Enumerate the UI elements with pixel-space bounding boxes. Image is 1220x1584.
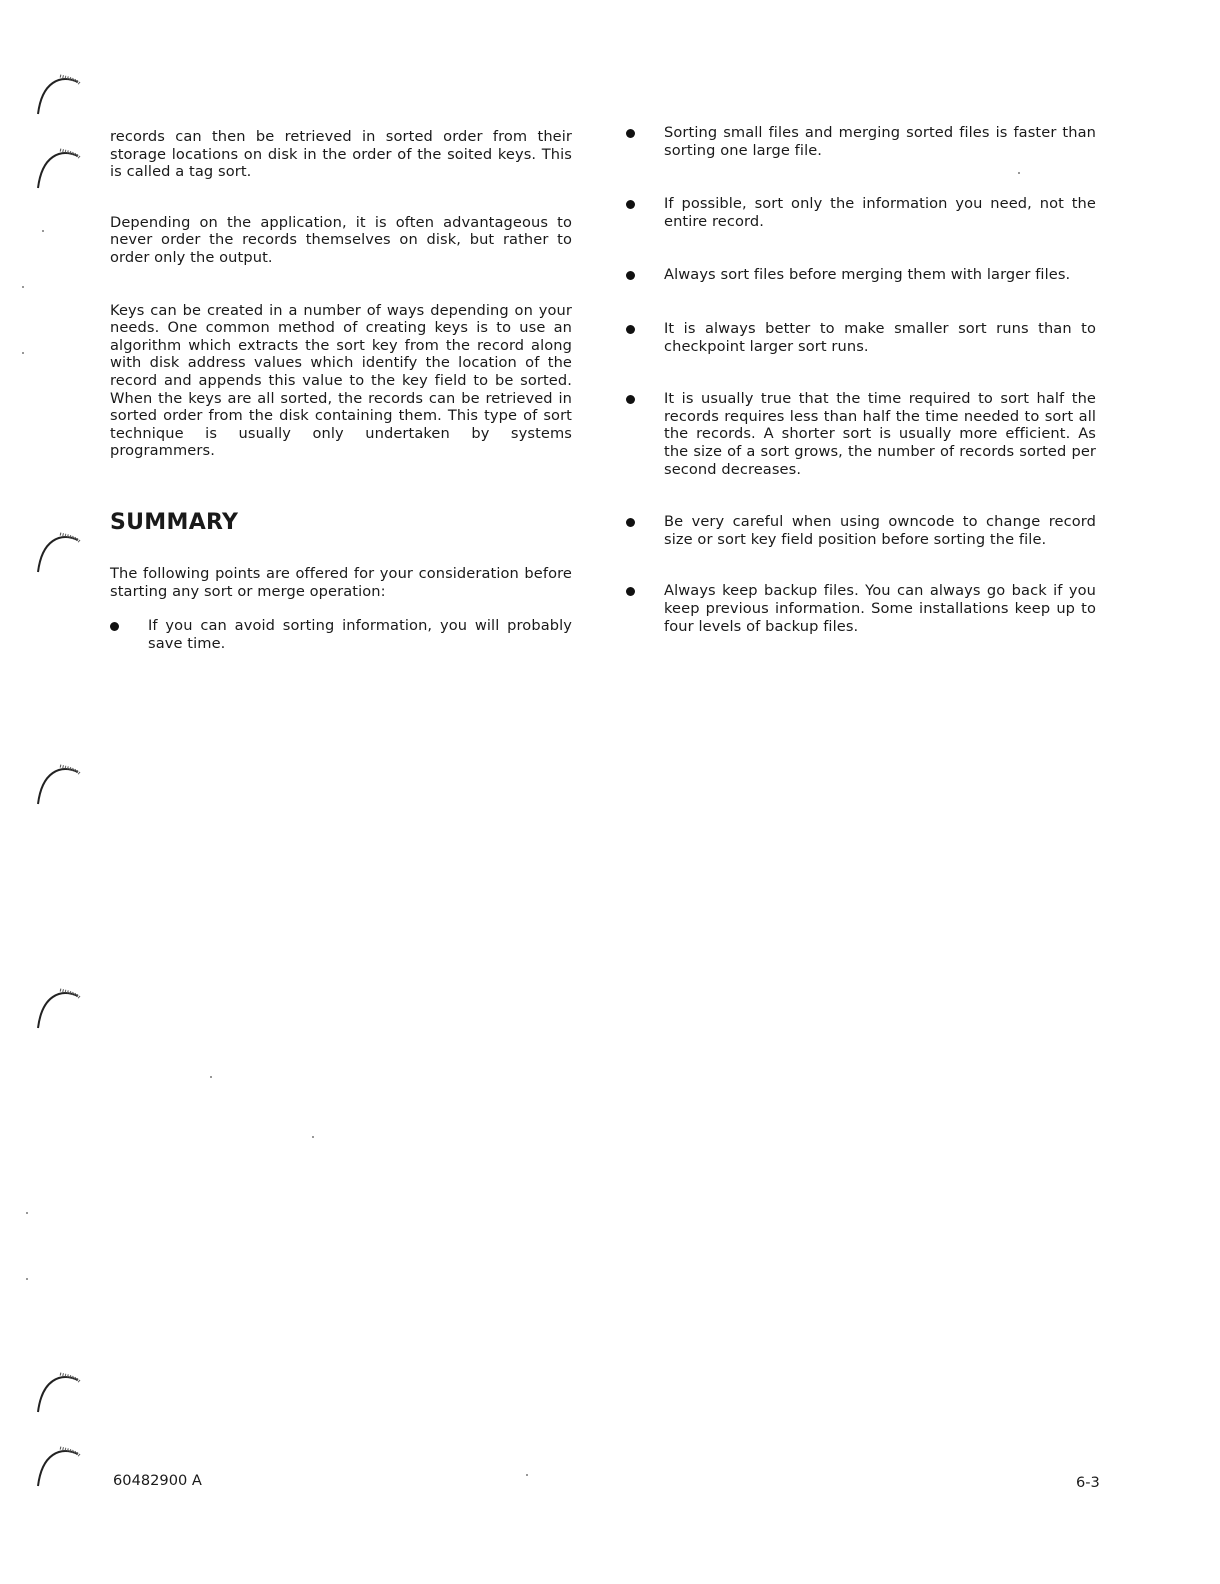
paragraph-tag-sort: records can then be retrieved in sorted order from their storage locations on disk in the order of the soited keys. This is called a tag sort. — [110, 128, 572, 181]
scan-speck — [26, 1278, 28, 1280]
page-number: 6-3 — [1076, 1474, 1100, 1491]
bullet-icon — [626, 129, 635, 138]
list-item-text: If possible, sort only the information you need, not the entire record. — [664, 195, 1096, 230]
list-item-text: It is always better to make smaller sort runs than to checkpoint larger sort runs. — [664, 319, 1096, 355]
scan-speck — [526, 1474, 528, 1476]
right-column — [626, 124, 1096, 635]
binder-hole-mark — [30, 70, 86, 130]
binder-hole-mark — [30, 528, 86, 588]
scan-speck — [42, 230, 44, 232]
summary-intro: The following points are offered for your consideration before starting any sort or merge operation: — [110, 564, 572, 600]
list-item-text: Sorting small files and merging sorted files is faster than sorting one large file. — [664, 124, 1096, 159]
document-number: 60482900 A — [113, 1472, 202, 1489]
list-item — [626, 195, 1096, 230]
scan-speck — [22, 286, 24, 288]
list-item — [626, 582, 1096, 635]
list-item — [626, 320, 1096, 355]
section-heading-summary: SUMMARY — [110, 509, 239, 535]
scan-speck — [26, 1212, 28, 1214]
binder-hole-mark — [30, 760, 86, 820]
paragraph-output-order: Depending on the application, it is often advantageous to never order the records themselves on disk, but rather to order only the output. — [110, 213, 572, 266]
scan-speck — [312, 1136, 314, 1138]
binder-hole-mark — [30, 144, 86, 204]
list-item — [626, 513, 1096, 548]
paragraph-key-creation: Keys can be created in a number of ways depending on your needs. One common method of creating keys is to use an algorithm which extracts the sort key from the record along with disk address values which identify the location of the record and appends this value to the key field to be sorted. When the keys are all sorted, the records can be retrieved in sorted order from the disk containing them. This type of sort technique is usually only undertaken by systems programmers. — [110, 301, 572, 460]
binder-hole-mark — [30, 1368, 86, 1428]
bullet-icon — [626, 200, 635, 209]
scan-speck — [22, 352, 24, 354]
list-item-text: Always keep backup files. You can always go back if you keep previous information. Some installations keep up to four levels of backup files. — [664, 582, 1096, 635]
bullet-icon — [110, 622, 119, 631]
binder-hole-mark — [30, 984, 86, 1044]
list-item — [626, 124, 1096, 159]
binder-hole-mark — [30, 1442, 86, 1502]
list-item-text: Be very careful when using owncode to change record size or sort key field position before sorting the file. — [664, 513, 1096, 548]
bullet-icon — [626, 395, 635, 404]
list-item — [110, 617, 572, 652]
list-item — [626, 266, 1096, 284]
left-column — [110, 128, 572, 652]
list-item-text: If you can avoid sorting information, you will probably save time. — [148, 617, 572, 652]
bullet-icon — [626, 587, 635, 596]
scan-speck — [210, 1076, 212, 1078]
bullet-icon — [626, 518, 635, 527]
list-item-text: It is usually true that the time required to sort half the records requires less than half the time needed to sort all the records. A shorter sort is usually more efficient. As the size of a sort grows, the number of records sorted per second decreases. — [664, 390, 1096, 478]
bullet-icon — [626, 325, 635, 334]
list-item — [626, 390, 1096, 478]
bullet-icon — [626, 271, 635, 280]
list-item-text: Always sort files before merging them with larger files. — [664, 266, 1071, 284]
